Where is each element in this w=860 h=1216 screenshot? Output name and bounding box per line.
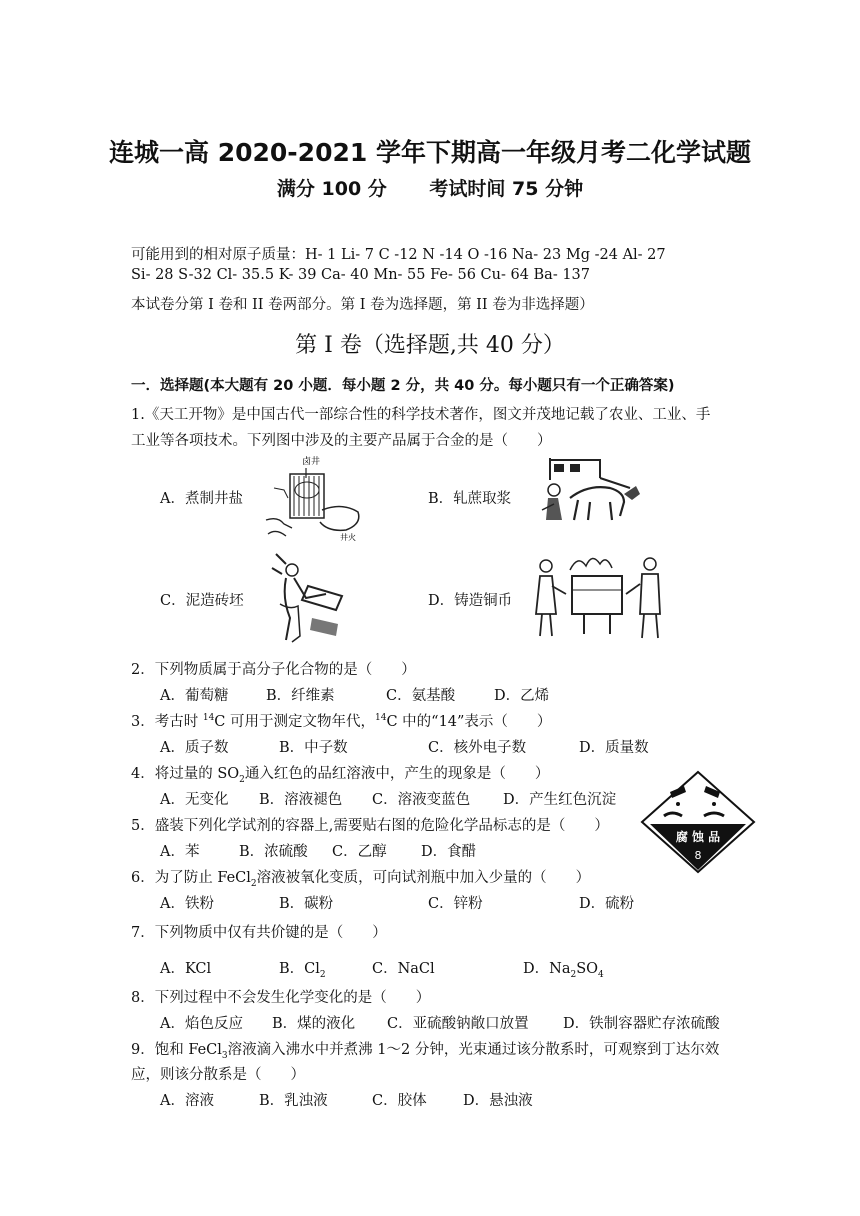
q9-option-d: D．悬浊液 <box>463 1093 533 1109</box>
q9-option-a: A．溶液 <box>160 1093 214 1109</box>
hazard-class-number: 8 <box>694 849 702 862</box>
atomic-mass-line-1: 可能用到的相对原子质量：H- 1 Li- 7 C -12 N -14 O -16 Na- 23 Mg -24 Al- 27 <box>131 247 666 263</box>
q8-option-a: A．焰色反应 <box>160 1016 243 1032</box>
q8-option-d: D．铁制容器贮存浓硫酸 <box>563 1016 720 1032</box>
q8-option-c: C．亚硫酸钠敞口放置 <box>387 1016 529 1032</box>
q4-option-a: A．无变化 <box>160 792 229 808</box>
section-1-title: 第 I 卷（选择题,共 40 分） <box>295 333 565 358</box>
exam-intro: 本试卷分第 I 卷和 II 卷两部分。第 I 卷为选择题，第 II 卷为非选择题） <box>131 297 594 313</box>
q6-option-c: C．锌粉 <box>428 896 483 912</box>
q6-stem: 6．为了防止 FeCl$_2$溶液被氧化变质，可向试剂瓶中加入少量的（ ） <box>131 870 591 889</box>
q8-stem: 8．下列过程中不会发生化学变化的是（ ） <box>131 990 431 1006</box>
corrosive-hazard-sign <box>640 770 756 874</box>
q3-stem: 3．考古时 $^{14}$C 可用于测定文物年代，$^{14}$C 中的“14”表示（ ） <box>131 713 552 730</box>
q9-option-b: B．乳浊液 <box>259 1093 328 1109</box>
q5-option-a: A．苯 <box>160 844 200 860</box>
atomic-mass-line-2: Si- 28 S-32 Cl- 35.5 K- 39 Ca- 40 Mn- 55 Fe- 56 Cu- 64 Ba- 137 <box>131 267 591 283</box>
exam-time: 考试时间 75 分钟 <box>429 178 584 200</box>
q1-option-a: A．煮制井盐 <box>160 491 243 507</box>
q1-option-b: B．轧蔗取浆 <box>428 491 512 507</box>
q7-stem: 7．下列物质中仅有共价键的是（ ） <box>131 925 387 941</box>
q3-option-b: B．中子数 <box>279 740 348 756</box>
q1-stem-line-2: 工业等各项技术。下列图中涉及的主要产品属于合金的是（ ） <box>131 433 552 449</box>
q7-option-c: C．NaCl <box>372 961 435 977</box>
q2-option-c: C．氨基酸 <box>386 688 456 704</box>
q5-option-c: C．乙醇 <box>332 844 387 860</box>
q4-option-d: D．产生红色沉淀 <box>503 792 617 808</box>
sugarcane-press-illustration <box>540 454 644 538</box>
q4-stem: 4．将过量的 $SO_2$通入红色的品红溶液中，产生的现象是（ ） <box>131 766 550 785</box>
q5-option-b: B．浓硫酸 <box>239 844 308 860</box>
q6-option-b: B．碳粉 <box>279 896 334 912</box>
q5-option-d: D．食醋 <box>421 844 477 860</box>
q1-option-d: D．铸造铜币 <box>428 593 513 609</box>
q7-option-d: D．$Na_2SO_4$ <box>523 961 604 980</box>
q4-option-c: C．溶液变蓝色 <box>372 792 471 808</box>
corrosive-label: 腐 蚀 品 <box>675 830 721 844</box>
q5-stem: 5．盛装下列化学试剂的容器上,需要贴右图的危险化学品标志的是（ ） <box>131 818 609 834</box>
well-label: 卤井 <box>302 457 321 467</box>
q7-option-a: A．KCl <box>160 961 212 977</box>
q8-option-b: B．煤的液化 <box>272 1016 356 1032</box>
q2-option-b: B．纤维素 <box>266 688 335 704</box>
q3-option-d: D．质量数 <box>579 740 649 756</box>
fire-label: 井火 <box>340 533 356 542</box>
q2-option-d: D．乙烯 <box>494 688 550 704</box>
brick-molding-illustration <box>266 548 356 644</box>
q2-option-a: A．葡萄糖 <box>160 688 229 704</box>
q2-stem: 2．下列物质属于高分子化合物的是（ ） <box>131 662 416 678</box>
coin-casting-illustration <box>532 550 666 642</box>
q3-option-a: A．质子数 <box>160 740 229 756</box>
exam-title: 连城一高 2020-2021 学年下期高一年级月考二化学试题 <box>109 138 751 167</box>
q3-option-c: C．核外电子数 <box>428 740 527 756</box>
q6-option-d: D．硫粉 <box>579 896 635 912</box>
q9-stem-line-2: 应，则该分散系是（ ） <box>131 1067 305 1083</box>
full-score: 满分 100 分 <box>276 178 387 200</box>
q1-option-c: C．泥造砖坯 <box>160 593 244 609</box>
q9-stem-line-1: 9．饱和 FeCl$_3$溶液滴入沸水中并煮沸 1～2 分钟，光束通过该分散系时，可观察到丁达尔效 <box>131 1042 720 1061</box>
q9-option-c: C．胶体 <box>372 1093 427 1109</box>
salt-well-illustration <box>262 450 370 542</box>
q1-stem-line-1: 1.《天工开物》是中国古代一部综合性的科学技术著作，图文并茂地记载了农业、工业、手 <box>131 407 711 423</box>
exam-subtitle <box>0 174 860 201</box>
part-1-heading: 一．选择题(本大题有 20 小题．每小题 2 分，共 40 分。每小题只有一个正确答案) <box>131 378 675 394</box>
q6-option-a: A．铁粉 <box>160 896 214 912</box>
q4-option-b: B．溶液褪色 <box>259 792 343 808</box>
q7-option-b: B．$Cl_2$ <box>279 961 326 980</box>
